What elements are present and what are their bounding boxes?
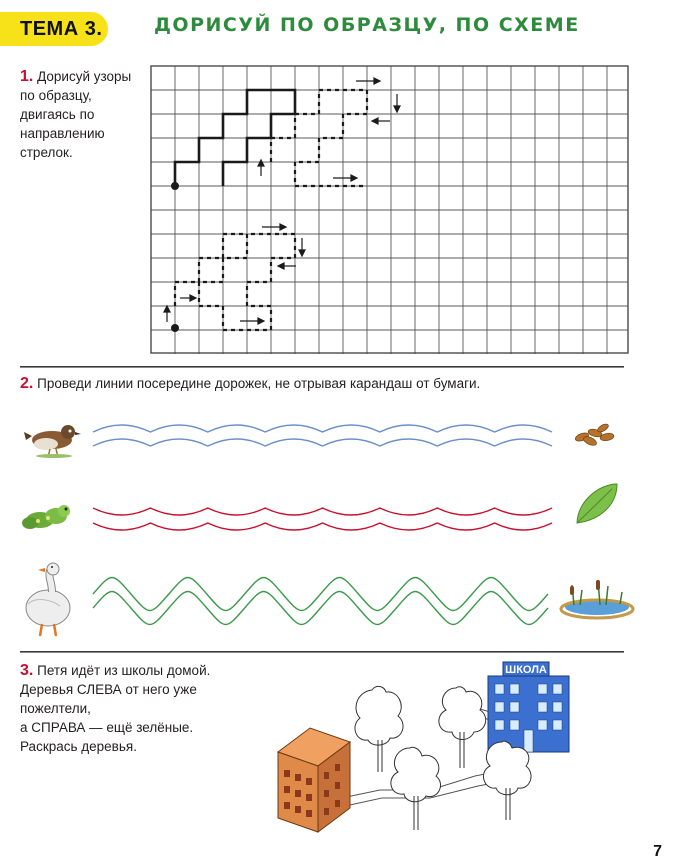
wavy-track-green — [93, 578, 548, 625]
task3-instruction — [20, 661, 250, 756]
task3-line: Раскрась деревья. — [20, 739, 137, 754]
sparrow-icon — [24, 425, 81, 458]
wavy-track-blue — [93, 425, 552, 446]
pond-icon — [561, 580, 633, 618]
arrow-down-icon — [299, 238, 305, 256]
task1-number: 1. — [20, 68, 34, 85]
task2-text: Проведи линии посередине дорожек, не отрывая карандаш от бумаги. — [37, 376, 481, 391]
start-dot-top — [171, 182, 179, 190]
page-title: ДОРИСУЙ ПО ОБРАЗЦУ, ПО СХЕМЕ — [154, 14, 580, 36]
graph-paper-grid — [151, 66, 628, 354]
task3-line: пожелтели, — [20, 701, 91, 716]
school-sign: ШКОЛА — [505, 664, 547, 676]
task3-line: Петя идёт из школы домой. — [37, 663, 211, 678]
task3-line: Деревья СЛЕВА от него уже — [20, 682, 197, 697]
arrow-right-icon — [356, 78, 380, 84]
caterpillar-icon — [22, 505, 70, 529]
page-number: 7 — [653, 843, 662, 860]
tree-right-2-icon — [483, 741, 531, 820]
task1-text: Дорисуй узоры по образцу, двигаясь по направлению стрелок. — [20, 69, 132, 160]
section-divider — [20, 651, 624, 653]
arrow-right-icon — [240, 318, 264, 324]
task3-line: а СПРАВА — ещё зелёные. — [20, 720, 194, 735]
tree-right-1-icon — [439, 687, 486, 768]
arrow-left-icon — [278, 263, 296, 269]
arrow-right-icon — [262, 224, 286, 230]
goose-icon — [26, 563, 70, 636]
seeds-icon — [574, 422, 614, 447]
start-dot-bottom — [171, 324, 179, 332]
arrow-right-icon — [180, 295, 196, 301]
task3-number: 3. — [20, 662, 34, 679]
tree-left-2-icon — [391, 747, 441, 830]
topic-label: ТЕМА 3. — [20, 17, 103, 40]
arrow-up-icon — [164, 306, 170, 322]
task2-instruction — [20, 374, 640, 393]
section-divider — [20, 366, 624, 368]
leaf-icon — [577, 484, 617, 523]
arrow-down-icon — [394, 94, 400, 112]
wavy-track-red — [93, 508, 552, 530]
task2-number: 2. — [20, 375, 34, 392]
arrow-left-icon — [372, 118, 390, 124]
arrow-right-icon — [333, 175, 357, 181]
house-building — [278, 728, 350, 832]
